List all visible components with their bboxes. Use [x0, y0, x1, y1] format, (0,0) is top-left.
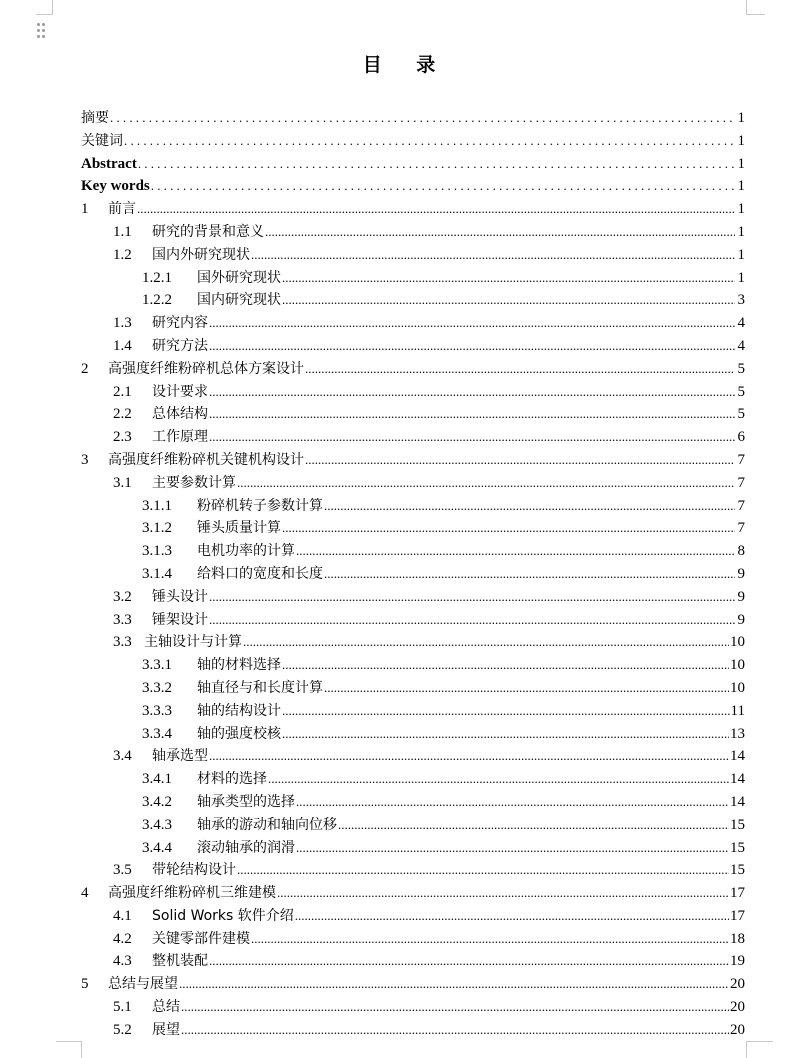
- toc-entry[interactable]: [81, 472, 745, 495]
- toc-entry[interactable]: [81, 198, 745, 221]
- toc-page-number: 20: [730, 999, 745, 1016]
- toc-entry-number: 2.1: [113, 383, 132, 400]
- drag-handle-icon[interactable]: [37, 23, 47, 39]
- toc-entry-label: [81, 586, 208, 609]
- toc-entry[interactable]: [81, 221, 745, 244]
- toc-entry[interactable]: [81, 837, 745, 860]
- toc-entry[interactable]: [81, 745, 745, 768]
- toc-entry-text: 高强度纤维粉碎机总体方案设计: [108, 360, 304, 377]
- toc-page-number: 5: [737, 406, 745, 423]
- toc-page-number: 13: [730, 725, 745, 742]
- toc-entry-number: 4.1: [113, 907, 132, 924]
- toc-entry-text: 关键词: [81, 132, 123, 149]
- toc-entry-label: [81, 381, 208, 404]
- toc-dot-leader: [282, 654, 729, 677]
- page-corner-mark-top-left: [36, 0, 53, 15]
- toc-page-number: 1: [737, 223, 745, 240]
- toc-entry-text: 材料的选择: [197, 771, 267, 788]
- toc-dot-leader: [305, 449, 735, 472]
- toc-entry-number: 5.1: [113, 999, 132, 1016]
- toc-entry-text: 轴直径与和长度计算: [197, 679, 323, 696]
- toc-entry-text: 主要参数计算: [152, 474, 236, 491]
- toc-page-number: 20: [730, 1021, 745, 1038]
- toc-dot-leader: [179, 973, 729, 996]
- page-corner-mark-top-right: [746, 0, 765, 15]
- toc-entry[interactable]: [81, 403, 745, 426]
- toc-entry-label: [81, 358, 304, 381]
- toc-entry[interactable]: [81, 973, 745, 996]
- toc-entry-number: 1.2.2: [142, 292, 172, 309]
- toc-entry-text: 粉碎机转子参数计算: [197, 497, 323, 514]
- toc-entry[interactable]: [81, 950, 745, 973]
- toc-entry-text: 摘要: [81, 110, 109, 126]
- toc-entry-label: [81, 654, 281, 677]
- toc-entry-label: [81, 723, 281, 746]
- toc-page-number: 1: [737, 155, 745, 172]
- toc-entry-label: [81, 495, 323, 518]
- toc-entry-number: 3.3.3: [142, 702, 172, 719]
- toc-page-number: 4: [737, 315, 745, 332]
- toc-page-number: 9: [737, 611, 745, 628]
- toc-entry-number: 4: [81, 885, 89, 902]
- toc-dot-leader: [209, 312, 735, 335]
- toc-entry-text: 带轮结构设计: [152, 862, 236, 879]
- toc-entry[interactable]: [81, 175, 745, 198]
- toc-entry-text: 轴承选型: [152, 748, 208, 765]
- toc-entry-number: 3.1.4: [142, 565, 172, 582]
- toc-page-number: 18: [730, 930, 745, 947]
- toc-entry-text: 电机功率的计算: [197, 543, 295, 560]
- toc-page-number: 14: [730, 748, 745, 765]
- toc-entry-label: [81, 996, 180, 1019]
- toc-entry[interactable]: [81, 517, 745, 540]
- toc-page-number: 1: [737, 201, 745, 218]
- toc-dot-leader: [209, 426, 735, 449]
- toc-entry[interactable]: [81, 882, 745, 905]
- toc-entry[interactable]: [81, 700, 745, 723]
- toc-page-number: 17: [730, 907, 745, 924]
- toc-page-number: 1: [737, 178, 745, 195]
- toc-entry[interactable]: [81, 426, 745, 449]
- toc-dot-leader: [265, 221, 735, 244]
- toc-dot-leader: [237, 472, 735, 495]
- toc-entry[interactable]: [81, 289, 745, 312]
- toc-entry-label: [81, 130, 123, 153]
- toc-entry[interactable]: [81, 244, 745, 267]
- toc-entry[interactable]: [81, 449, 745, 472]
- toc-entry-number: 1.4: [113, 337, 132, 354]
- toc-entry-number: 3.1: [113, 474, 132, 491]
- toc-entry-text: 国内外研究现状: [152, 246, 250, 263]
- toc-entry-label: [81, 950, 208, 973]
- toc-entry-text: 研究内容: [152, 315, 208, 332]
- toc-entry[interactable]: [81, 495, 745, 518]
- toc-page-number: 10: [730, 634, 745, 651]
- toc-entry-number: 1.2: [113, 246, 132, 263]
- toc-page-number: 7: [737, 474, 745, 491]
- toc-dot-leader: [181, 1019, 729, 1042]
- toc-entry[interactable]: [81, 153, 745, 176]
- toc-entry-number: 3.4: [113, 748, 132, 765]
- toc-page-number: 15: [730, 862, 745, 879]
- toc-entry-label: [81, 403, 208, 426]
- toc-entry[interactable]: [81, 928, 745, 951]
- toc-entry-label: [81, 814, 337, 837]
- toc-page-number: 14: [730, 793, 745, 810]
- toc-entry-label: [81, 244, 250, 267]
- toc-entry-label: [81, 677, 323, 700]
- toc-entry[interactable]: [81, 654, 745, 677]
- toc-page-number: 17: [730, 885, 745, 902]
- toc-dot-leader: [251, 928, 729, 951]
- toc-entry-label: [81, 973, 178, 996]
- toc-page-number: 10: [730, 679, 745, 696]
- toc-page-number: 7: [737, 451, 745, 468]
- toc-entry-number: 3.4.1: [142, 771, 172, 788]
- toc-dot-leader: [338, 814, 729, 837]
- toc-entry-label: [81, 882, 276, 905]
- toc-dot-leader: [181, 996, 729, 1019]
- toc-entry-text: 锤头质量计算: [197, 520, 281, 537]
- toc-title: 目 录: [362, 54, 450, 76]
- table-of-contents: [81, 107, 745, 1042]
- toc-entry-text: 锤架设计: [152, 611, 208, 628]
- toc-entry[interactable]: [81, 609, 745, 632]
- toc-entry[interactable]: [81, 586, 745, 609]
- toc-dot-leader: [324, 563, 735, 586]
- toc-dot-leader: [237, 859, 729, 882]
- toc-entry-text: 轴的强度校核: [197, 725, 281, 742]
- toc-page-number: 1: [737, 269, 745, 286]
- toc-entry-text: 轴承类型的选择: [197, 793, 295, 810]
- toc-dot-leader: [305, 358, 735, 381]
- toc-page-number: 15: [730, 816, 745, 833]
- toc-entry-number: 3: [81, 451, 89, 468]
- toc-entry-label: [81, 312, 208, 335]
- toc-entry[interactable]: [81, 859, 745, 882]
- toc-page-number: 5: [737, 360, 745, 377]
- toc-entry-text: 轴承的游动和轴向位移: [197, 816, 337, 833]
- toc-entry-label: [81, 153, 137, 176]
- toc-entry[interactable]: [81, 130, 745, 153]
- toc-entry[interactable]: [81, 107, 745, 130]
- toc-entry[interactable]: [81, 905, 745, 928]
- toc-dot-leader: [243, 631, 729, 654]
- toc-dot-leader: [268, 768, 729, 791]
- toc-entry[interactable]: [81, 563, 745, 586]
- toc-page-number: 11: [730, 702, 745, 719]
- toc-dot-leader: [324, 677, 729, 700]
- toc-entry-label: [81, 563, 323, 586]
- toc-entry-number: 4.3: [113, 953, 132, 970]
- toc-entry[interactable]: [81, 358, 745, 381]
- toc-entry-number: 3.1.2: [142, 520, 172, 537]
- toc-dot-leader: [296, 837, 729, 860]
- toc-entry-number: 3.1.1: [142, 497, 172, 514]
- toc-entry-text: 前言: [108, 201, 136, 218]
- toc-entry-label: [81, 289, 281, 312]
- toc-entry-text: 轴的材料选择: [197, 657, 281, 674]
- toc-entry[interactable]: [81, 267, 745, 290]
- toc-entry-label: [81, 335, 208, 358]
- toc-entry-number: 1.3: [113, 315, 132, 332]
- toc-entry-label: [81, 267, 281, 290]
- toc-entry-text: 总结: [152, 999, 180, 1016]
- toc-entry[interactable]: [81, 768, 745, 791]
- toc-page-number: 20: [730, 976, 745, 993]
- toc-entry-label: [81, 449, 304, 472]
- toc-page-number: 15: [730, 839, 745, 856]
- toc-entry-label: [81, 426, 208, 449]
- toc-entry-number: 3.3: [113, 634, 132, 651]
- toc-page-number: 1: [737, 246, 745, 263]
- toc-entry-label: [81, 1019, 180, 1042]
- toc-entry-text: 研究的背景和意义: [152, 223, 264, 240]
- toc-dot-leader: [209, 403, 735, 426]
- toc-entry-text: 总结与展望: [108, 976, 178, 993]
- toc-entry-number: 3.4.3: [142, 816, 172, 833]
- toc-entry-text: 滚动轴承的润滑: [197, 839, 295, 856]
- toc-dot-leader: [296, 540, 735, 563]
- toc-entry-number: 3.3.1: [142, 657, 172, 674]
- toc-entry-number: 2: [81, 360, 89, 377]
- toc-dot-leader: [209, 950, 729, 973]
- toc-entry-number: 3.4.2: [142, 793, 172, 810]
- toc-page-number: 1: [737, 110, 745, 126]
- toc-entry-number: 3.5: [113, 862, 132, 879]
- toc-page-number: 8: [737, 543, 745, 560]
- toc-entry-number: 1: [81, 201, 89, 218]
- toc-entry-label: [81, 791, 295, 814]
- toc-dot-leader: [295, 905, 729, 928]
- toc-entry-number: 2.2: [113, 406, 132, 423]
- toc-page-number: 10: [730, 657, 745, 674]
- toc-entry-text: 工作原理: [152, 429, 208, 446]
- toc-entry-number: 5: [81, 976, 89, 993]
- toc-entry-label: [81, 609, 208, 632]
- toc-entry-text: 国外研究现状: [197, 269, 281, 286]
- toc-entry-label: [81, 859, 236, 882]
- toc-dot-leader: [137, 198, 735, 221]
- toc-entry[interactable]: [81, 677, 745, 700]
- toc-entry[interactable]: [81, 631, 745, 654]
- toc-entry-number: 3.3: [113, 611, 132, 628]
- toc-entry-text: 国内研究现状: [197, 292, 281, 309]
- toc-entry[interactable]: [81, 1019, 745, 1042]
- toc-entry-number: 3.3.2: [142, 679, 172, 696]
- toc-entry-text: 总体结构: [152, 406, 208, 423]
- toc-entry[interactable]: [81, 335, 745, 358]
- toc-entry-text: 主轴设计与计算: [144, 634, 242, 651]
- toc-entry-label: [81, 745, 208, 768]
- toc-dot-leader: [209, 335, 735, 358]
- toc-entry-text: 锤头设计: [152, 588, 208, 605]
- toc-entry-text: 高强度纤维粉碎机三维建模: [108, 885, 276, 902]
- toc-dot-leader: [282, 267, 735, 290]
- toc-dot-leader: [282, 723, 729, 746]
- toc-dot-leader: [209, 381, 735, 404]
- toc-dot-leader: [110, 107, 735, 130]
- toc-page-number: 7: [737, 497, 745, 514]
- toc-entry[interactable]: [81, 996, 745, 1019]
- toc-entry-text: 轴的结构设计: [197, 702, 281, 719]
- page-corner-mark-bottom-left: [56, 1041, 82, 1058]
- toc-entry-label: [81, 700, 281, 723]
- toc-page-number: 6: [737, 429, 745, 446]
- toc-entry-number: 2.3: [113, 429, 132, 446]
- toc-entry[interactable]: [81, 381, 745, 404]
- toc-entry-number: 3.1.3: [142, 543, 172, 560]
- toc-entry-text: Solid Works 软件介绍: [152, 907, 294, 924]
- toc-entry-text: Abstract: [81, 155, 137, 172]
- toc-entry-text: 给料口的宽度和长度: [197, 565, 323, 582]
- toc-entry-number: 3.3.4: [142, 725, 172, 742]
- toc-dot-leader: [251, 244, 735, 267]
- toc-entry-number: 4.2: [113, 930, 132, 947]
- toc-dot-leader: [282, 289, 735, 312]
- toc-entry-label: [81, 631, 242, 654]
- toc-entry[interactable]: [81, 540, 745, 563]
- toc-page-number: 1: [737, 132, 745, 149]
- toc-entry-label: [81, 221, 264, 244]
- toc-entry[interactable]: [81, 814, 745, 837]
- toc-dot-leader: [151, 175, 735, 198]
- toc-entry-text: 设计要求: [152, 383, 208, 400]
- toc-entry-label: [81, 905, 294, 928]
- toc-entry-number: 3.4.4: [142, 839, 172, 856]
- toc-entry-text: 研究方法: [152, 337, 208, 354]
- toc-entry-label: [81, 540, 295, 563]
- toc-page-number: 7: [737, 520, 745, 537]
- toc-dot-leader: [277, 882, 729, 905]
- toc-entry-number: 1.1: [113, 223, 132, 240]
- toc-dot-leader: [324, 495, 735, 518]
- toc-dot-leader: [296, 791, 729, 814]
- toc-entry[interactable]: [81, 723, 745, 746]
- toc-entry-label: [81, 107, 109, 130]
- toc-entry[interactable]: [81, 791, 745, 814]
- toc-dot-leader: [209, 586, 735, 609]
- toc-entry-text: Key words: [81, 178, 150, 195]
- toc-entry-label: [81, 768, 267, 791]
- toc-entry-text: 整机装配: [152, 953, 208, 970]
- toc-entry-text: 高强度纤维粉碎机关键机构设计: [108, 451, 304, 468]
- toc-entry-label: [81, 198, 136, 221]
- toc-entry-label: [81, 472, 236, 495]
- toc-page-number: 19: [730, 953, 745, 970]
- toc-entry-label: [81, 517, 281, 540]
- toc-page-number: 14: [730, 771, 745, 788]
- toc-entry[interactable]: [81, 312, 745, 335]
- toc-page-number: 9: [737, 588, 745, 605]
- toc-dot-leader: [282, 700, 730, 723]
- toc-entry-text: 关键零部件建模: [152, 930, 250, 947]
- toc-page-number: 5: [737, 383, 745, 400]
- toc-entry-number: 5.2: [113, 1021, 132, 1038]
- toc-page-number: 3: [737, 292, 745, 309]
- toc-dot-leader: [138, 153, 735, 176]
- toc-dot-leader: [282, 517, 735, 540]
- toc-page-number: 9: [737, 565, 745, 582]
- toc-entry-text: 展望: [152, 1021, 180, 1038]
- toc-page-number: 4: [737, 337, 745, 354]
- toc-entry-label: [81, 837, 295, 860]
- toc-dot-leader: [209, 745, 729, 768]
- toc-entry-number: 1.2.1: [142, 269, 172, 286]
- toc-entry-label: [81, 928, 250, 951]
- toc-entry-number: 3.2: [113, 588, 132, 605]
- toc-entry-label: [81, 175, 150, 198]
- page-corner-mark-bottom-right: [746, 1041, 773, 1058]
- toc-dot-leader: [209, 609, 735, 632]
- toc-dot-leader: [124, 130, 735, 153]
